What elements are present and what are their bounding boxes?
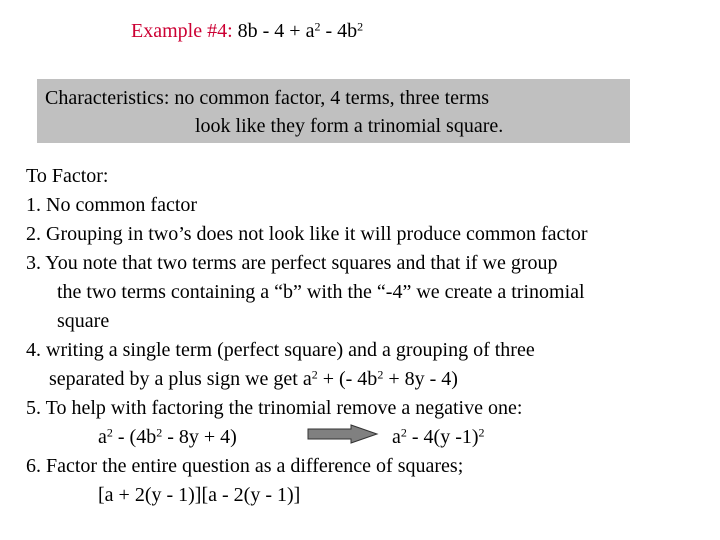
step-4-exponent: 2 bbox=[311, 367, 318, 382]
step-6: 6. Factor the entire question as a difference of squares; bbox=[26, 455, 464, 477]
step-5-left-text: a bbox=[98, 426, 107, 448]
right-arrow-icon bbox=[307, 424, 379, 444]
step-5-right-text: - 4(y -1) bbox=[406, 426, 479, 448]
step-5-expression-left bbox=[98, 426, 237, 449]
title-expression-part: - 4b bbox=[320, 20, 358, 42]
step-2: 2. Grouping in two’s does not look like it will produce common factor bbox=[26, 223, 588, 245]
step-5-left-exponent: 2 bbox=[106, 425, 113, 440]
example-title bbox=[131, 20, 363, 43]
step-3-line-2: the two terms containing a “b” with the “-4” we create a trinomial bbox=[57, 281, 585, 303]
step-5-right-exponent: 2 bbox=[478, 425, 485, 440]
step-6-answer: [a + 2(y - 1)][a - 2(y - 1)] bbox=[98, 484, 301, 506]
characteristics-line-2: look like they form a trinomial square. bbox=[195, 115, 504, 137]
characteristics-line-1: Characteristics: no common factor, 4 terms, three terms bbox=[45, 87, 490, 109]
step-4-text: + 8y - 4) bbox=[383, 368, 458, 390]
step-4-line-2 bbox=[49, 368, 458, 391]
title-exponent: 2 bbox=[357, 19, 364, 34]
step-5-left-text: - (4b bbox=[112, 426, 157, 448]
step-4-exponent: 2 bbox=[377, 367, 384, 382]
step-3-line-3: square bbox=[57, 310, 110, 332]
step-4-text: + (- 4b bbox=[317, 368, 378, 390]
step-5-left-text: - 8y + 4) bbox=[162, 426, 237, 448]
title-expression-part: 8b - 4 + a bbox=[232, 20, 315, 42]
step-1: 1. No common factor bbox=[26, 194, 198, 216]
title-exponent: 2 bbox=[314, 19, 321, 34]
step-5-left-exponent: 2 bbox=[156, 425, 163, 440]
step-4-line-1: 4. writing a single term (perfect square) and a grouping of three bbox=[26, 339, 535, 361]
step-5-expression-right bbox=[392, 426, 485, 449]
step-3-line-1: 3. You note that two terms are perfect squares and that if we group bbox=[26, 252, 558, 274]
step-5-right-exponent: 2 bbox=[400, 425, 407, 440]
step-5: 5. To help with factoring the trinomial remove a negative one: bbox=[26, 397, 523, 419]
to-factor-heading: To Factor: bbox=[26, 165, 109, 187]
step-4-text: separated by a plus sign we get a bbox=[49, 368, 312, 390]
step-5-right-text: a bbox=[392, 426, 401, 448]
example-label: Example #4: bbox=[131, 20, 233, 42]
